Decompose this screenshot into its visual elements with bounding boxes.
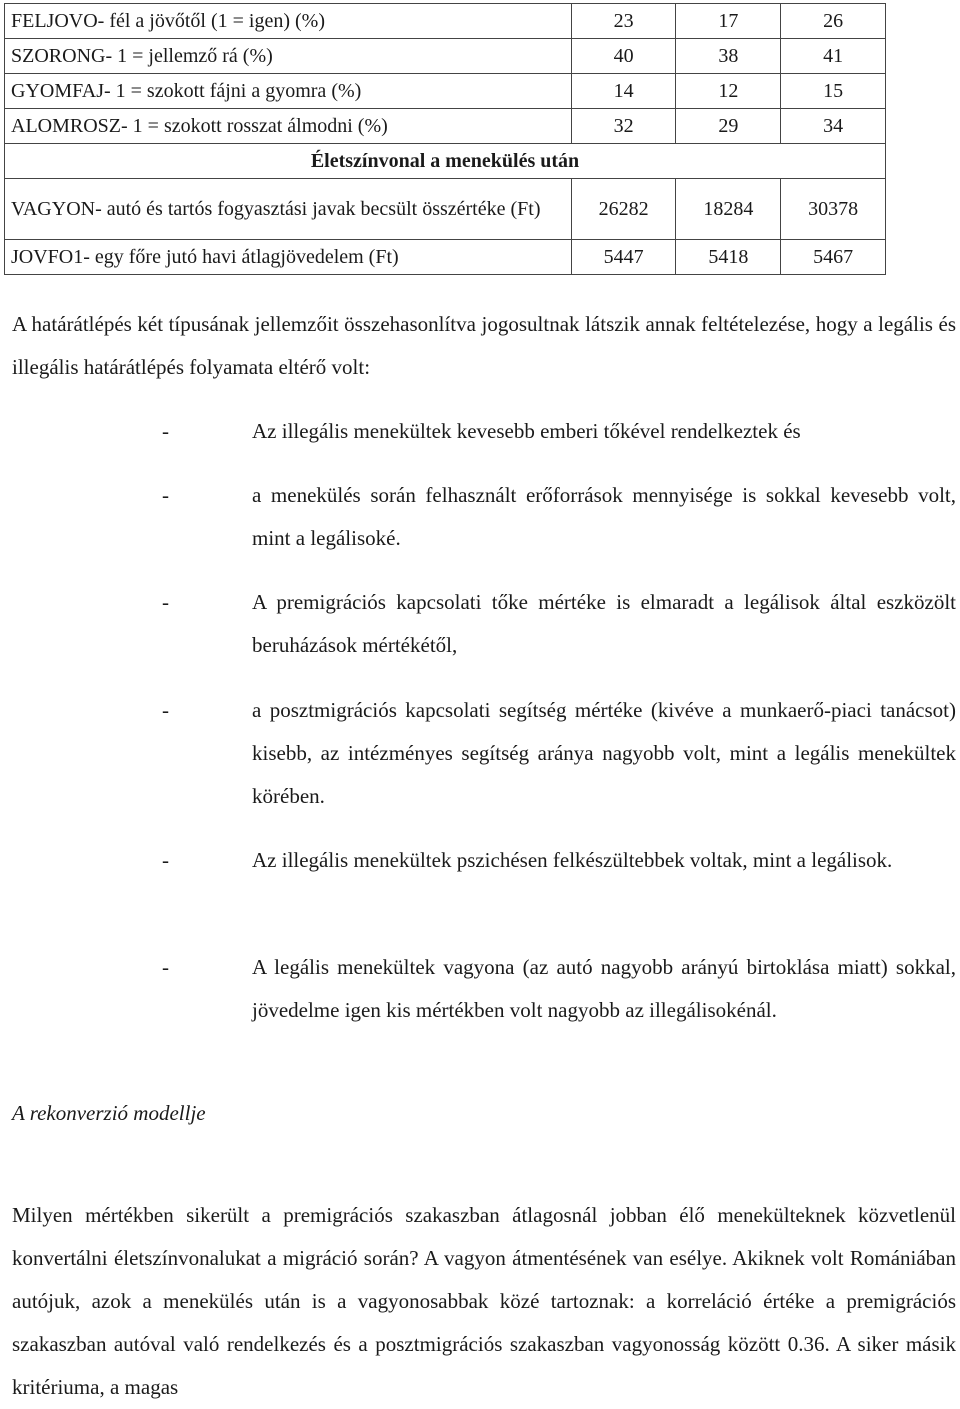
- table-row: [5, 179, 886, 240]
- cell-value: 34: [781, 109, 886, 144]
- cell-value: 5418: [676, 240, 781, 275]
- intro-paragraph: A határátlépés két típusának jellemzőit összehasonlítva jogosultnak látszik annak feltételezése, hogy a legális és illegális határátlépés folyamata eltérő volt:: [12, 312, 956, 379]
- list-item: [162, 581, 956, 667]
- table-row: [5, 109, 886, 144]
- table-section-row: [5, 144, 886, 179]
- list-item: [162, 839, 956, 882]
- list-item: [162, 410, 956, 453]
- cell-value: 38: [676, 39, 781, 74]
- row-label: JOVFO1- egy főre jutó havi átlagjövedelem (Ft): [5, 240, 572, 275]
- cell-value: 29: [676, 109, 781, 144]
- body-paragraph: Milyen mértékben sikerült a premigrációs szakaszban átlagosnál jobban élő menekülteknek közvetlenül konvertálni életszínvonalukat a migráció során? A vagyon átmentésének van esélye. Akiknek volt Romániában autójuk, azok a menekülés után is a vagyonosabbak közé tartoznak: a korreláció értéke a premigrációs szakaszban autóval való rendelkezés és a posztmigrációs szakaszban vagyonosság között 0.36. A siker másik kritériuma, a magas: [12, 1203, 956, 1399]
- row-label: ALOMROSZ- 1 = szokott rosszat álmodni (%): [5, 109, 572, 144]
- cell-value: 41: [781, 39, 886, 74]
- list-item: [162, 474, 956, 560]
- section-title: A rekonverzió modellje: [12, 1101, 206, 1125]
- cell-value: 12: [676, 74, 781, 109]
- cell-value: 30378: [781, 179, 886, 240]
- row-label: FELJOVO- fél a jövőtől (1 = igen) (%): [5, 4, 572, 39]
- list-item-text: A legális menekültek vagyona (az autó nagyobb arányú birtoklása miatt) sokkal, jövedelme igen kis mértékben volt nagyobb az illegálisokénál.: [252, 955, 956, 1022]
- table-row: [5, 240, 886, 275]
- cell-value: 14: [571, 74, 676, 109]
- list-item-text: Az illegális menekültek pszichésen felkészültebbek voltak, mint a legálisok.: [252, 848, 893, 872]
- list-item-text: a menekülés során felhasznált erőforrások mennyisége is sokkal kevesebb volt, mint a legálisoké.: [252, 483, 956, 550]
- list-item-text: Az illegális menekültek kevesebb emberi tőkével rendelkeztek és: [252, 419, 801, 443]
- table-row: [5, 74, 886, 109]
- cell-value: 32: [571, 109, 676, 144]
- cell-value: 26: [781, 4, 886, 39]
- bullet-dash: -: [162, 955, 169, 979]
- bullet-dash: -: [162, 848, 169, 872]
- bullet-dash: -: [162, 590, 169, 614]
- list-item-text: A premigrációs kapcsolati tőke mértéke is elmaradt a legálisok által eszközölt beruházások mértékétől,: [252, 590, 956, 657]
- row-label: VAGYON- autó és tartós fogyasztási javak becsült összértéke (Ft): [5, 179, 572, 240]
- row-label: SZORONG- 1 = jellemző rá (%): [5, 39, 572, 74]
- bullet-dash: -: [162, 698, 169, 722]
- cell-value: 18284: [676, 179, 781, 240]
- cell-value: 40: [571, 39, 676, 74]
- cell-value: 5447: [571, 240, 676, 275]
- data-table: [4, 3, 886, 275]
- cell-value: 15: [781, 74, 886, 109]
- cell-value: 26282: [571, 179, 676, 240]
- list-item: [162, 689, 956, 818]
- table-row: [5, 4, 886, 39]
- list-item-text: a posztmigrációs kapcsolati segítség mértéke (kivéve a munkaerő-piaci tanácsot) kisebb, az intézményes segítség aránya nagyobb volt, mint a legális menekültek körében.: [252, 698, 956, 808]
- bullet-dash: -: [162, 419, 169, 443]
- row-label: GYOMFAJ- 1 = szokott fájni a gyomra (%): [5, 74, 572, 109]
- section-header: Életszínvonal a menekülés után: [5, 144, 886, 179]
- cell-value: 17: [676, 4, 781, 39]
- list-item: [162, 946, 956, 1032]
- table-row: [5, 39, 886, 74]
- cell-value: 23: [571, 4, 676, 39]
- bullet-dash: -: [162, 483, 169, 507]
- cell-value: 5467: [781, 240, 886, 275]
